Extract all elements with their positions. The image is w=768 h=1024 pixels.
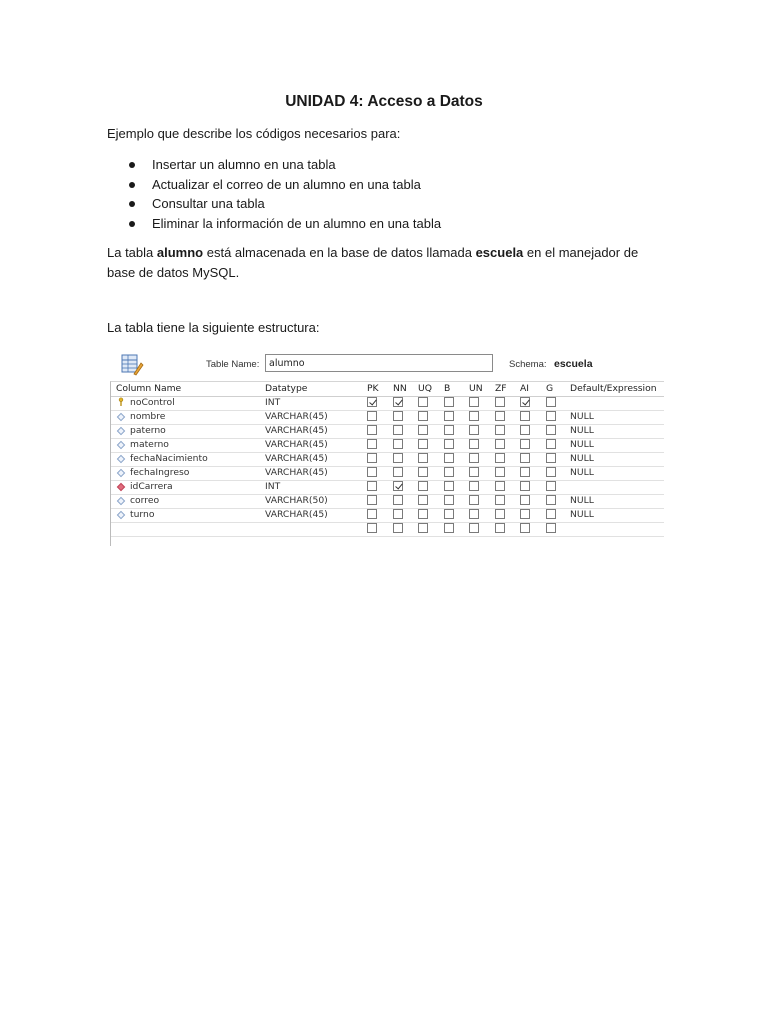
checkbox-pk[interactable]: [367, 397, 377, 407]
checkbox-g[interactable]: [546, 467, 556, 477]
column-name-cell[interactable]: turno: [130, 509, 155, 520]
checkbox-uq[interactable]: [418, 453, 428, 463]
description-paragraph: [107, 243, 667, 283]
grid-header: [111, 382, 664, 397]
checkbox-ai[interactable]: [520, 397, 530, 407]
table-name-input[interactable]: [265, 354, 493, 372]
column-diamond-icon: [117, 455, 125, 463]
foreign-key-icon: [117, 483, 125, 491]
checkbox-zf[interactable]: [495, 481, 505, 491]
default-expression-cell[interactable]: NULL: [570, 425, 594, 436]
database-name-bold: escuela: [475, 245, 524, 260]
header-nn[interactable]: NN: [393, 383, 407, 394]
checkbox-b[interactable]: [444, 523, 454, 533]
column-name-cell[interactable]: nombre: [130, 411, 166, 422]
checkbox-un[interactable]: [469, 439, 479, 449]
column-diamond-icon: [117, 427, 125, 435]
checkbox-nn[interactable]: [393, 439, 403, 449]
datatype-cell[interactable]: INT: [265, 481, 281, 492]
default-expression-cell[interactable]: NULL: [570, 495, 594, 506]
checkbox-pk[interactable]: [367, 411, 377, 421]
datatype-cell[interactable]: VARCHAR(45): [265, 425, 328, 436]
checkbox-ai[interactable]: [520, 425, 530, 435]
checkbox-zf[interactable]: [495, 397, 505, 407]
header-uq[interactable]: UQ: [418, 383, 432, 394]
checkbox-zf[interactable]: [495, 467, 505, 477]
checkbox-zf[interactable]: [495, 523, 505, 533]
datatype-cell[interactable]: VARCHAR(45): [265, 411, 328, 422]
bullet-list: [107, 155, 441, 233]
table-row[interactable]: [111, 396, 664, 411]
checkbox-un[interactable]: [469, 495, 479, 505]
checkbox-b[interactable]: [444, 425, 454, 435]
checkbox-zf[interactable]: [495, 509, 505, 519]
checkbox-un[interactable]: [469, 523, 479, 533]
column-name-cell[interactable]: materno: [130, 439, 169, 450]
header-b[interactable]: B: [444, 383, 451, 394]
datatype-cell[interactable]: VARCHAR(50): [265, 495, 328, 506]
checkbox-pk[interactable]: [367, 439, 377, 449]
checkbox-zf[interactable]: [495, 425, 505, 435]
checkbox-un[interactable]: [469, 481, 479, 491]
table-row[interactable]: [111, 480, 664, 495]
column-diamond-icon: [117, 511, 125, 519]
checkbox-b[interactable]: [444, 509, 454, 519]
list-item-text: Actualizar el correo de un alumno en una tabla: [152, 176, 421, 192]
checkbox-uq[interactable]: [418, 509, 428, 519]
checkbox-nn[interactable]: [393, 453, 403, 463]
checkbox-ai[interactable]: [520, 523, 530, 533]
checkbox-pk[interactable]: [367, 453, 377, 463]
checkbox-nn[interactable]: [393, 509, 403, 519]
checkbox-un[interactable]: [469, 509, 479, 519]
checkbox-pk[interactable]: [367, 467, 377, 477]
checkbox-nn[interactable]: [393, 397, 403, 407]
columns-grid: [110, 381, 664, 546]
list-item: [107, 155, 441, 175]
checkbox-pk[interactable]: [367, 495, 377, 505]
para-text: La tabla: [107, 245, 157, 260]
list-item-text: Consultar una tabla: [152, 196, 265, 212]
checkbox-uq[interactable]: [418, 425, 428, 435]
checkbox-g[interactable]: [546, 523, 556, 533]
bullet-icon: [129, 221, 135, 227]
checkbox-nn[interactable]: [393, 495, 403, 505]
column-name-cell[interactable]: fechaNacimiento: [130, 453, 208, 464]
header-column-name[interactable]: Column Name: [116, 383, 182, 394]
checkbox-b[interactable]: [444, 481, 454, 491]
para-text: en el manejador de base de datos MySQL.: [107, 245, 639, 280]
bullet-icon: [129, 201, 135, 207]
column-name-cell[interactable]: paterno: [130, 425, 166, 436]
header-ai[interactable]: AI: [520, 383, 529, 394]
table-editor-header: [108, 348, 663, 378]
column-diamond-icon: [117, 469, 125, 477]
list-item: [107, 194, 441, 214]
checkbox-uq[interactable]: [418, 481, 428, 491]
checkbox-pk[interactable]: [367, 481, 377, 491]
primary-key-icon: [118, 397, 124, 407]
default-expression-cell[interactable]: NULL: [570, 453, 594, 464]
checkbox-nn[interactable]: [393, 523, 403, 533]
default-expression-cell[interactable]: NULL: [570, 411, 594, 422]
datatype-cell[interactable]: VARCHAR(45): [265, 509, 328, 520]
checkbox-ai[interactable]: [520, 453, 530, 463]
bullet-icon: [129, 182, 135, 188]
header-zf[interactable]: ZF: [495, 383, 507, 394]
checkbox-b[interactable]: [444, 439, 454, 449]
checkbox-ai[interactable]: [520, 509, 530, 519]
bullet-icon: [129, 162, 135, 168]
checkbox-un[interactable]: [469, 453, 479, 463]
checkbox-nn[interactable]: [393, 467, 403, 477]
table-editor-icon: [120, 352, 144, 376]
default-expression-cell[interactable]: NULL: [570, 509, 594, 520]
checkbox-b[interactable]: [444, 397, 454, 407]
column-diamond-icon: [117, 497, 125, 505]
table-row[interactable]: [111, 522, 664, 537]
schema-label: Schema:: [509, 359, 547, 370]
column-diamond-icon: [117, 441, 125, 449]
checkbox-pk[interactable]: [367, 425, 377, 435]
checkbox-uq[interactable]: [418, 495, 428, 505]
checkbox-g[interactable]: [546, 453, 556, 463]
checkbox-g[interactable]: [546, 397, 556, 407]
checkbox-ai[interactable]: [520, 481, 530, 491]
list-item: [107, 214, 441, 234]
column-name-cell[interactable]: fechaIngreso: [130, 467, 190, 478]
table-row[interactable]: [111, 410, 664, 425]
default-expression-cell[interactable]: NULL: [570, 439, 594, 450]
checkbox-g[interactable]: [546, 495, 556, 505]
checkbox-g[interactable]: [546, 439, 556, 449]
checkbox-zf[interactable]: [495, 411, 505, 421]
checkbox-nn[interactable]: [393, 425, 403, 435]
page-title: UNIDAD 4: Acceso a Datos: [285, 93, 483, 110]
checkbox-ai[interactable]: [520, 411, 530, 421]
intro-text: Ejemplo que describe los códigos necesarios para:: [107, 126, 401, 141]
para-text: está almacenada en la base de datos llamada: [203, 245, 476, 260]
datatype-cell[interactable]: VARCHAR(45): [265, 467, 328, 478]
header-datatype[interactable]: Datatype: [265, 383, 308, 394]
datatype-cell[interactable]: INT: [265, 397, 281, 408]
column-name-cell[interactable]: correo: [130, 495, 160, 506]
table-name-label: Table Name:: [206, 359, 260, 370]
list-item-text: Insertar un alumno en una tabla: [152, 157, 336, 172]
checkbox-ai[interactable]: [520, 439, 530, 449]
schema-value: escuela: [554, 358, 593, 370]
checkbox-uq[interactable]: [418, 523, 428, 533]
table-row[interactable]: [111, 466, 664, 481]
checkbox-un[interactable]: [469, 397, 479, 407]
table-row[interactable]: [111, 508, 664, 523]
list-item: [107, 175, 441, 195]
checkbox-pk[interactable]: [367, 509, 377, 519]
checkbox-b[interactable]: [444, 453, 454, 463]
list-item-text: Eliminar la información de un alumno en una tabla: [152, 215, 442, 231]
checkbox-g[interactable]: [546, 481, 556, 491]
checkbox-nn[interactable]: [393, 481, 403, 491]
checkbox-zf[interactable]: [495, 439, 505, 449]
checkbox-g[interactable]: [546, 509, 556, 519]
table-row[interactable]: [111, 494, 664, 509]
checkbox-uq[interactable]: [418, 467, 428, 477]
workbench-table-editor: [108, 348, 663, 548]
checkbox-ai[interactable]: [520, 495, 530, 505]
checkbox-g[interactable]: [546, 411, 556, 421]
checkbox-b[interactable]: [444, 467, 454, 477]
checkbox-uq[interactable]: [418, 397, 428, 407]
checkbox-b[interactable]: [444, 495, 454, 505]
checkbox-un[interactable]: [469, 411, 479, 421]
datatype-cell[interactable]: VARCHAR(45): [265, 453, 328, 464]
checkbox-ai[interactable]: [520, 467, 530, 477]
header-un[interactable]: UN: [469, 383, 483, 394]
checkbox-zf[interactable]: [495, 495, 505, 505]
datatype-cell[interactable]: VARCHAR(45): [265, 439, 328, 450]
table-row[interactable]: [111, 452, 664, 467]
header-g[interactable]: G: [546, 383, 554, 394]
checkbox-g[interactable]: [546, 425, 556, 435]
checkbox-uq[interactable]: [418, 439, 428, 449]
structure-intro: La tabla tiene la siguiente estructura:: [107, 320, 320, 335]
checkbox-uq[interactable]: [418, 411, 428, 421]
header-pk[interactable]: PK: [367, 383, 379, 394]
checkbox-zf[interactable]: [495, 453, 505, 463]
table-row[interactable]: [111, 424, 664, 439]
column-name-cell[interactable]: noControl: [130, 397, 175, 408]
checkbox-nn[interactable]: [393, 411, 403, 421]
default-expression-cell[interactable]: NULL: [570, 467, 594, 478]
table-row[interactable]: [111, 438, 664, 453]
column-diamond-icon: [117, 413, 125, 421]
table-name-bold: alumno: [156, 245, 204, 260]
header-default[interactable]: Default/Expression: [570, 383, 657, 394]
checkbox-b[interactable]: [444, 411, 454, 421]
column-name-cell[interactable]: idCarrera: [130, 481, 173, 492]
checkbox-un[interactable]: [469, 425, 479, 435]
checkbox-un[interactable]: [469, 467, 479, 477]
checkbox-pk[interactable]: [367, 523, 377, 533]
